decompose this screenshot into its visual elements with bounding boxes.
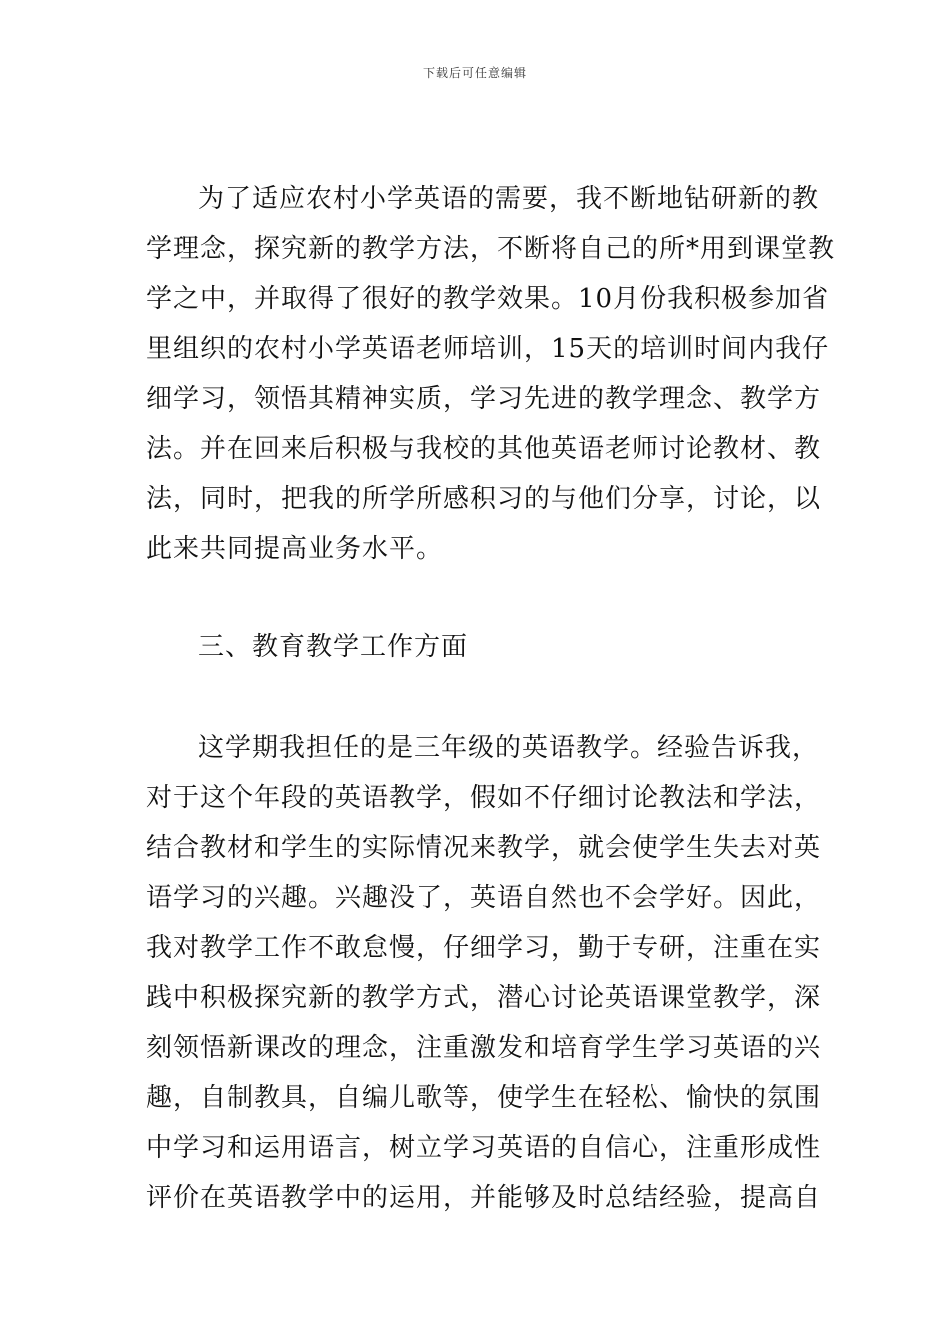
paragraph-1-line: 法，同时，把我的所学所感积习的与他们分享，讨论，以	[146, 484, 822, 514]
paragraph-2-line: 我对教学工作不敢怠慢，仔细学习，勤于专研，注重在实	[146, 933, 822, 963]
section-heading: 三、教育教学工作方面	[198, 632, 469, 662]
paragraph-1-line: 此来共同提高业务水平。	[146, 534, 444, 564]
paragraph-1-line: 里组织的农村小学英语老师培训，15天的培训时间内我仔	[146, 334, 830, 364]
paragraph-2-line: 结合教材和学生的实际情况来教学，就会使学生失去对英	[146, 833, 822, 863]
paragraph-1-line: 学理念，探究新的教学方法，不断将自己的所*用到课堂教	[146, 234, 836, 264]
paragraph-2-line: 这学期我担任的是三年级的英语教学。经验告诉我，	[198, 733, 820, 763]
paragraph-2-line: 语学习的兴趣。兴趣没了，英语自然也不会学好。因此，	[146, 883, 822, 913]
paragraph-1-line: 为了适应农村小学英语的需要，我不断地钻研新的教	[198, 184, 820, 214]
paragraph-1-line: 细学习，领悟其精神实质，学习先进的教学理念、教学方	[146, 384, 822, 414]
paragraph-1-line: 学之中，并取得了很好的教学效果。10月份我积极参加省	[146, 284, 830, 314]
paragraph-2-line: 中学习和运用语言，树立学习英语的自信心，注重形成性	[146, 1133, 822, 1163]
paragraph-2-line: 趣，自制教具，自编儿歌等，使学生在轻松、愉快的氛围	[146, 1083, 822, 1113]
paragraph-2-line: 刻领悟新课改的理念，注重激发和培育学生学习英语的兴	[146, 1033, 822, 1063]
paragraph-2-line: 对于这个年段的英语教学，假如不仔细讨论教法和学法，	[146, 783, 822, 813]
paragraph-2-line: 践中积极探究新的教学方式，潜心讨论英语课堂教学，深	[146, 983, 822, 1013]
paragraph-2-line: 评价在英语教学中的运用，并能够及时总结经验，提高自	[146, 1183, 822, 1213]
paragraph-1-line: 法。并在回来后积极与我校的其他英语老师讨论教材、教	[146, 434, 822, 464]
page-header: 下载后可任意编辑	[422, 66, 527, 80]
